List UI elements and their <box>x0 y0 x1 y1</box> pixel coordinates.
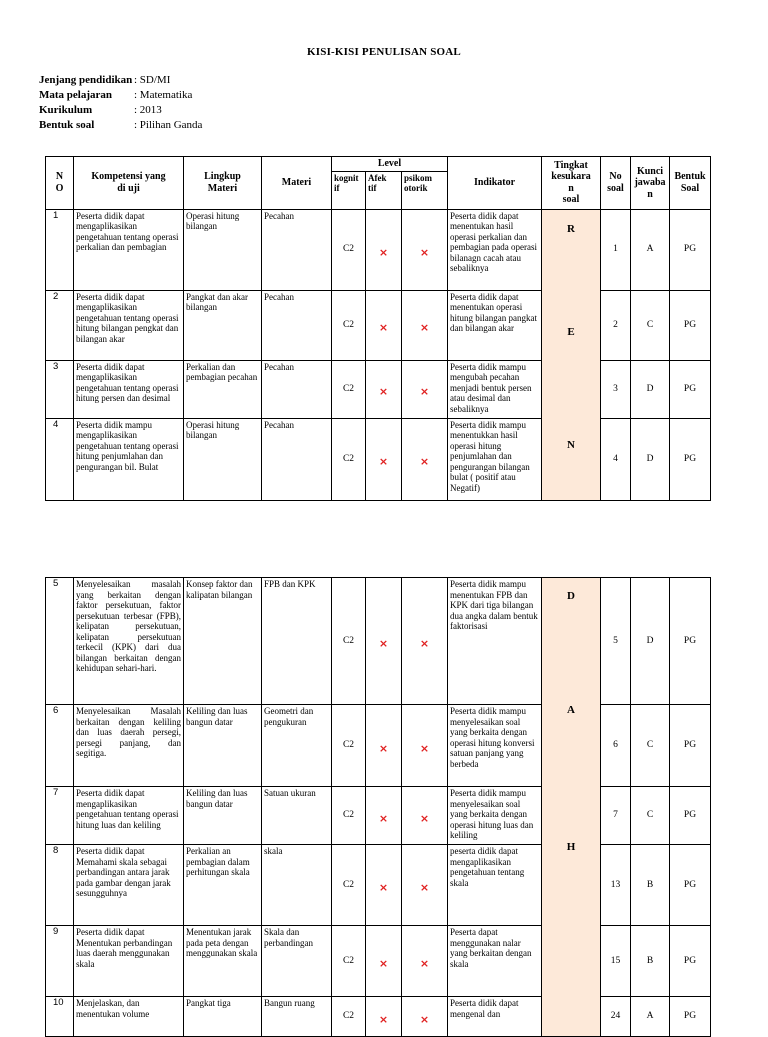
document-title: KISI-KISI PENULISAN SOAL <box>307 46 461 58</box>
row-materi: skala <box>262 845 332 926</box>
cross-icon: × <box>366 578 402 705</box>
row-no: 4 <box>46 418 74 500</box>
cross-icon: × <box>366 997 402 1037</box>
meta-row-mapel <box>39 88 202 103</box>
row-materi: Skala dan perbandingan <box>262 926 332 997</box>
meta-value: : 2013 <box>134 104 162 116</box>
difficulty-letter: D <box>567 590 575 602</box>
row-nosoal: 15 <box>601 926 631 997</box>
row-materi: Pecahan <box>262 290 332 360</box>
row-bentuk: PG <box>670 290 711 360</box>
table-row <box>46 290 711 360</box>
row-no: 7 <box>46 787 74 845</box>
row-kunci: D <box>631 578 670 705</box>
row-indikator: Peserta dapat menggunakan nalar yang berkaitan dengan skala <box>448 926 542 997</box>
meta-row-bentuk <box>39 118 202 133</box>
row-lingkup: Operasi hitung bilangan <box>184 418 262 500</box>
header-indikator: Indikator <box>448 157 542 210</box>
cross-icon: × <box>402 360 448 418</box>
cross-icon: × <box>366 705 402 787</box>
row-kompetensi: Peserta didik dapat mengaplikasikan pengetahuan tentang operasi perkalian dan pembagian <box>74 209 184 290</box>
row-kompetensi: Peserta didik dapat mengaplikasikan pengetahuan tentang operasi hitung persen dan desimal <box>74 360 184 418</box>
row-materi: Satuan ukuran <box>262 787 332 845</box>
row-bentuk: PG <box>670 578 711 705</box>
row-nosoal: 6 <box>601 705 631 787</box>
row-kunci: B <box>631 926 670 997</box>
table-row <box>46 926 711 997</box>
row-bentuk: PG <box>670 787 711 845</box>
row-indikator: Peserta didik dapat menentukan operasi hitung bilangan pangkat dan bilangan akar <box>448 290 542 360</box>
row-kompetensi: Peserta didik dapat Menentukan perbandingan luas daerah menggunakan skala <box>74 926 184 997</box>
meta-key: Bentuk soal <box>39 119 95 131</box>
row-kognitif: C2 <box>332 705 366 787</box>
document-meta <box>39 73 202 133</box>
row-lingkup: Menentukan jarak pada peta dengan menggunakan skala <box>184 926 262 997</box>
meta-row-kurikulum <box>39 103 202 118</box>
cross-icon: × <box>402 997 448 1037</box>
row-nosoal: 5 <box>601 578 631 705</box>
header-nosoal: No soal <box>601 157 631 210</box>
row-bentuk: PG <box>670 360 711 418</box>
row-bentuk: PG <box>670 926 711 997</box>
table-row <box>46 578 711 705</box>
cross-icon: × <box>402 705 448 787</box>
meta-key: Kurikulum <box>39 104 93 116</box>
row-materi: Pecahan <box>262 209 332 290</box>
difficulty-letter: A <box>567 704 575 716</box>
cross-icon: × <box>366 418 402 500</box>
cross-icon: × <box>366 787 402 845</box>
row-materi: Geometri dan pengukuran <box>262 705 332 787</box>
header-tingkat: Tingkat kesukara n soal <box>542 157 601 210</box>
row-lingkup: Konsep faktor dan kalipatan bilangan <box>184 578 262 705</box>
cross-icon: × <box>402 209 448 290</box>
row-materi: Pecahan <box>262 418 332 500</box>
row-no: 1 <box>46 209 74 290</box>
cross-icon: × <box>402 578 448 705</box>
row-no: 2 <box>46 290 74 360</box>
row-kognitif: C2 <box>332 997 366 1037</box>
row-indikator: Peserta didik dapat menentukan hasil operasi perkalian dan pembagian pada operasi bilanagn cacah atau sebaliknya <box>448 209 542 290</box>
row-nosoal: 1 <box>601 209 631 290</box>
kisi-table-page-1 <box>45 156 711 501</box>
row-materi: Pecahan <box>262 360 332 418</box>
row-kognitif: C2 <box>332 578 366 705</box>
header-kunci: Kunci jawaba n <box>631 157 670 210</box>
row-no: 8 <box>46 845 74 926</box>
table-row <box>46 360 711 418</box>
row-kunci: C <box>631 787 670 845</box>
row-indikator: peserta didik dapat mengaplikasikan pengetahuan tentang skala <box>448 845 542 926</box>
table-row <box>46 845 711 926</box>
meta-key: Jenjang pendidikan <box>39 74 133 86</box>
row-indikator: Peserta didik mampu menentukkan hasil operasi hitung penjumlahan dan pengurangan bilangan bulat ( positif atau Negatif) <box>448 418 542 500</box>
row-kunci: B <box>631 845 670 926</box>
cross-icon: × <box>366 209 402 290</box>
row-kognitif: C2 <box>332 360 366 418</box>
row-kompetensi: Menyelesaikan masalah yang berkaitan dengan faktor persekutuan, faktor persekutuan terbesar (FPB), kelipatan persekutuan, kelipatan persekutuan terkecil (KPK) dari dua bilangan berkaitan dengan kehidupan sehari-hari. <box>74 578 184 705</box>
row-kognitif: C2 <box>332 418 366 500</box>
row-kompetensi: Peserta didik dapat mengaplikasikan pengetahuan tentang operasi hitung luas dan keliling <box>74 787 184 845</box>
row-no: 5 <box>46 578 74 705</box>
row-no: 9 <box>46 926 74 997</box>
row-nosoal: 2 <box>601 290 631 360</box>
difficulty-column <box>542 578 601 1037</box>
row-indikator: Peserta didik mampu menentukan FPB dan KPK dari tiga bilangan dua angka dalam bentuk faktorisasi <box>448 578 542 705</box>
row-no: 10 <box>46 997 74 1037</box>
cross-icon: × <box>402 926 448 997</box>
row-lingkup: Perkalian an pembagian dalam perhitungan skala <box>184 845 262 926</box>
row-kognitif: C2 <box>332 787 366 845</box>
header-afektif: Afek tif <box>366 171 402 209</box>
row-materi: Bangun ruang <box>262 997 332 1037</box>
difficulty-column <box>542 209 601 500</box>
row-bentuk: PG <box>670 997 711 1037</box>
row-kompetensi: Menyelesaikan Masalah berkaitan dengan keliling dan luas daerah persegi, persegi panjang, dan segitiga. <box>74 705 184 787</box>
header-materi: Materi <box>262 157 332 210</box>
row-no: 6 <box>46 705 74 787</box>
difficulty-letter: H <box>566 841 576 853</box>
row-kunci: A <box>631 209 670 290</box>
header-lingkup: Lingkup Materi <box>184 157 262 210</box>
row-lingkup: Operasi hitung bilangan <box>184 209 262 290</box>
cross-icon: × <box>402 290 448 360</box>
row-kunci: A <box>631 997 670 1037</box>
header-kompetensi: Kompetensi yang di uji <box>74 157 184 210</box>
row-nosoal: 4 <box>601 418 631 500</box>
row-kunci: C <box>631 705 670 787</box>
meta-row-jenjang <box>39 73 202 88</box>
meta-value: : SD/MI <box>134 74 171 86</box>
row-bentuk: PG <box>670 418 711 500</box>
cross-icon: × <box>366 845 402 926</box>
table-row <box>46 997 711 1037</box>
row-bentuk: PG <box>670 845 711 926</box>
header-kognitif: kognit if <box>332 171 366 209</box>
cross-icon: × <box>402 845 448 926</box>
cross-icon: × <box>402 418 448 500</box>
row-kunci: D <box>631 360 670 418</box>
table-row <box>46 705 711 787</box>
row-indikator: Peserta didik dapat mengenal dan <box>448 997 542 1037</box>
row-nosoal: 24 <box>601 997 631 1037</box>
row-kompetensi: Peserta didik mampu mengaplikasikan pengetahuan tentang operasi hitung penjumlahan dan pengurangan bil. Bulat <box>74 418 184 500</box>
row-kognitif: C2 <box>332 926 366 997</box>
row-lingkup: Keliling dan luas bangun datar <box>184 705 262 787</box>
difficulty-letter: E <box>567 325 575 338</box>
row-nosoal: 7 <box>601 787 631 845</box>
row-indikator: Peserta didik mampu mengubah pecahan menjadi bentuk persen atau desimal dan sebaliknya <box>448 360 542 418</box>
cross-icon: × <box>366 926 402 997</box>
cross-icon: × <box>402 787 448 845</box>
difficulty-letter: N <box>567 438 575 451</box>
row-nosoal: 13 <box>601 845 631 926</box>
cross-icon: × <box>366 360 402 418</box>
header-bentuk: Bentuk Soal <box>670 157 711 210</box>
row-no: 3 <box>46 360 74 418</box>
row-kompetensi: Peserta didik dapat Memahami skala sebagai perbandingan antara jarak pada gambar dengan jarak sesungguhnya <box>74 845 184 926</box>
table-row <box>46 787 711 845</box>
header-level: Level <box>332 157 448 172</box>
row-nosoal: 3 <box>601 360 631 418</box>
meta-key: Mata pelajaran <box>39 89 113 101</box>
kisi-table-page-2 <box>45 577 711 1037</box>
row-bentuk: PG <box>670 705 711 787</box>
row-kompetensi: Peserta didik dapat mengaplikasikan pengetahuan tentang operasi hitung bilangan pengkat dan bilangan akar <box>74 290 184 360</box>
row-kunci: C <box>631 290 670 360</box>
difficulty-letter: R <box>567 222 575 235</box>
row-lingkup: Perkalian dan pembagian pecahan <box>184 360 262 418</box>
row-lingkup: Pangkat tiga <box>184 997 262 1037</box>
row-kognitif: C2 <box>332 290 366 360</box>
row-kompetensi: Menjelaskan, dan menentukan volume <box>74 997 184 1037</box>
row-lingkup: Pangkat dan akar bilangan <box>184 290 262 360</box>
row-kognitif: C2 <box>332 845 366 926</box>
table-row <box>46 418 711 500</box>
row-indikator: Peserta didik mampu menyelesaikan soal yang berkaita dengan operasi hitung luas dan keliling <box>448 787 542 845</box>
meta-value: : Matematika <box>134 89 193 101</box>
row-materi: FPB dan KPK <box>262 578 332 705</box>
row-lingkup: Keliling dan luas bangun datar <box>184 787 262 845</box>
table-row <box>46 209 711 290</box>
header-no: N O <box>46 157 74 210</box>
meta-value: : Pilihan Ganda <box>134 119 203 131</box>
row-kunci: D <box>631 418 670 500</box>
cross-icon: × <box>366 290 402 360</box>
row-bentuk: PG <box>670 209 711 290</box>
row-indikator: Peserta didik mampu menyelesaikan soal yang berkaita dengan operasi hitung konversi satuan panjang yang berbeda <box>448 705 542 787</box>
header-psikomotorik: psikom otorik <box>402 171 448 209</box>
row-kognitif: C2 <box>332 209 366 290</box>
